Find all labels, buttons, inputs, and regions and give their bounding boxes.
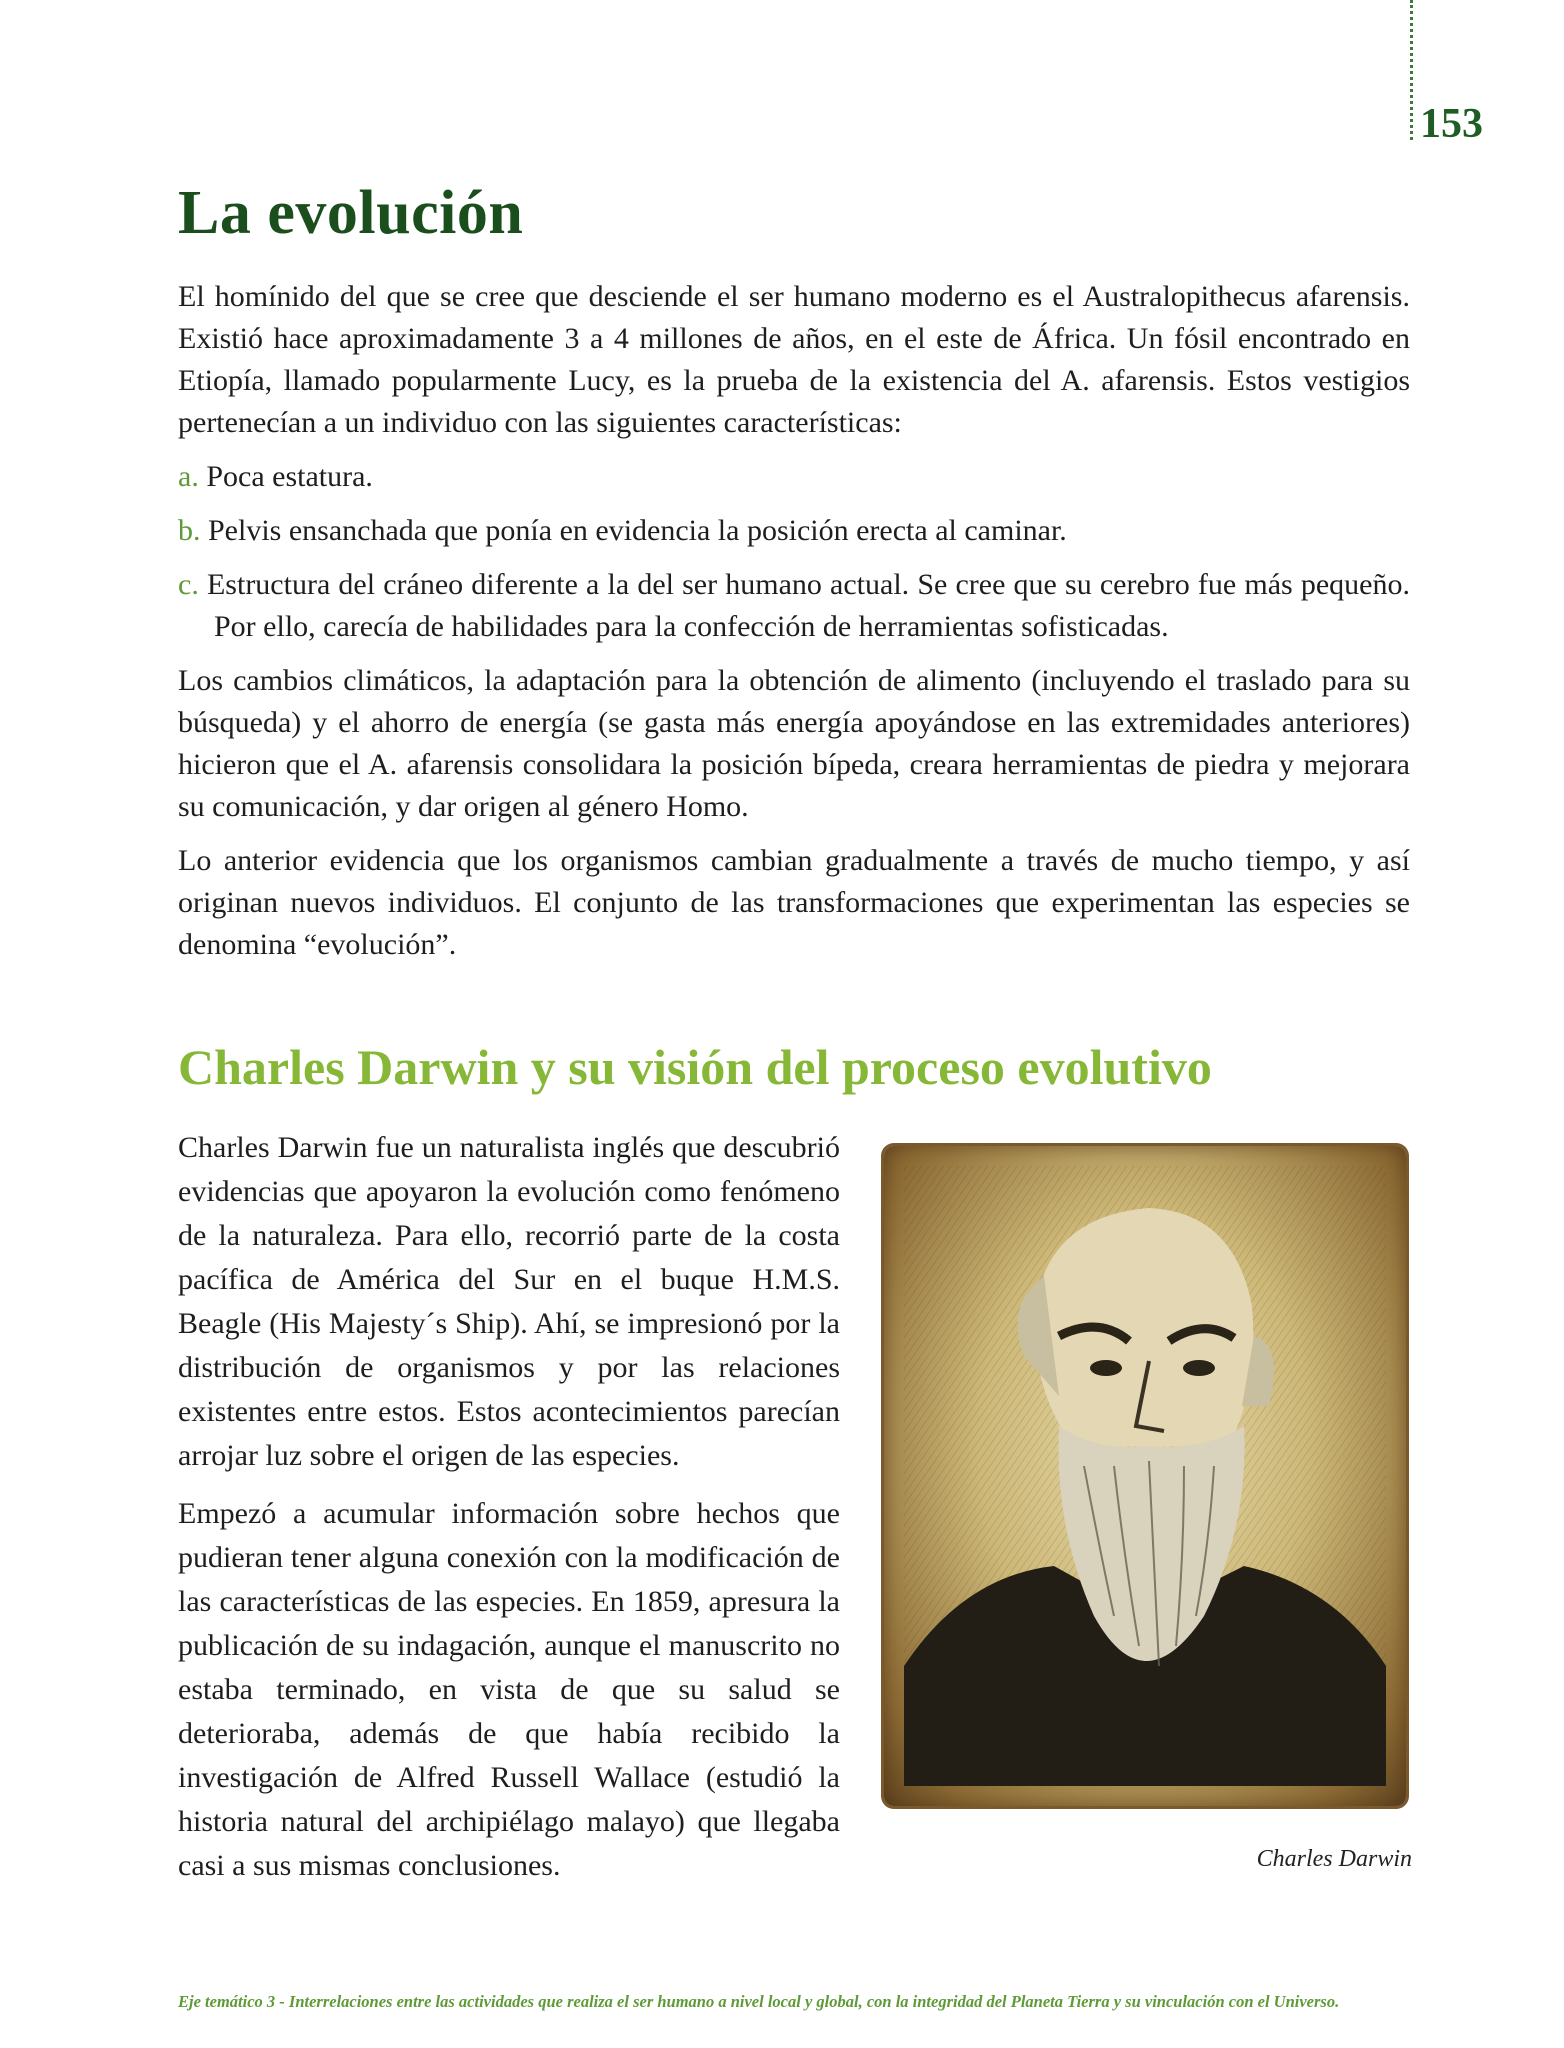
list-item <box>178 564 1410 648</box>
darwin-paragraph-2: Empezó a acumular información sobre hechos que pudieran tener alguna conexión con la modificación de las características de las especies. En 1859, apresura la publicación de su indagación, aunque el manuscrito no estaba terminado, en vista de que su salud se deterioraba, además de que había recibido la investigación de Alfred Russell Wallace (estudió la historia natural del archipiélago malayo) que llegaba casi a sus mismas conclusiones. <box>178 1497 840 1882</box>
intro-paragraph-1: El homínido del que se cree que desciende el ser humano moderno es el Australopithecus afarensis. Existió hace aproximadamente 3 a 4 millones de años, en el este de África. Un fósil encontrado en Etiopía, llamado popularmente Lucy, es la prueba de la existencia del A. afarensis. Estos vestigios pertenecían a un individuo con las siguientes características: <box>178 280 1410 439</box>
portrait-caption: Charles Darwin <box>1256 1846 1412 1872</box>
portrait-engraving <box>884 1146 1406 1806</box>
header-divider <box>1410 0 1413 140</box>
intro-section <box>178 276 1410 978</box>
page-title: La evolución <box>178 179 524 247</box>
darwin-section <box>178 1126 840 1902</box>
list-item-text: Pelvis ensanchada que ponía en evidencia la posición erecta al caminar. <box>208 514 1067 547</box>
page-number: 153 <box>1420 101 1483 147</box>
darwin-portrait <box>884 1146 1406 1806</box>
list-marker: c. <box>178 568 199 601</box>
page-footer: Eje temático 3 - Interrelaciones entre las actividades que realiza el ser humano a nivel local y global, con la integridad del Planeta Tierra y su vinculación con el Universo. <box>178 1992 1340 2011</box>
list-item-text: Estructura del cráneo diferente a la del ser humano actual. Se cree que su cerebro fue más pequeño. Por ello, carecía de habilidades para la confección de herramientas sofisticadas. <box>206 568 1410 643</box>
list-marker: b. <box>178 514 201 547</box>
intro-paragraph-2: Los cambios climáticos, la adaptación para la obtención de alimento (incluyendo el traslado para su búsqueda) y el ahorro de energía (se gasta más energía apoyándose en las extremidades anteriores) hicieron que el A. afarensis consolidara la posición bípeda, creara herramientas de piedra y mejorara su comunicación, y dar origen al género Homo. <box>178 664 1410 823</box>
list-item <box>178 510 1410 552</box>
darwin-paragraph-1: Charles Darwin fue un naturalista inglés que descubrió evidencias que apoyaron la evolución como fenómeno de la naturaleza. Para ello, recorrió parte de la costa pacífica de América del Sur en el buque H.M.S. Beagle (His Majesty´s Ship). Ahí, se impresionó por la distribución de organismos y por las relaciones existentes entre estos. Estos acontecimientos parecían arrojar luz sobre el origen de las especies. <box>178 1131 840 1472</box>
list-item-text: Poca estatura. <box>206 460 373 493</box>
list-marker: a. <box>178 460 199 493</box>
section-title: Charles Darwin y su visión del proceso evolutivo <box>178 1039 1212 1095</box>
intro-paragraph-3: Lo anterior evidencia que los organismos cambian gradualmente a través de mucho tiempo, y así originan nuevos individuos. El conjunto de las transformaciones que experimentan las especies se denomina “evolución”. <box>178 844 1410 961</box>
list-item <box>178 456 1410 498</box>
